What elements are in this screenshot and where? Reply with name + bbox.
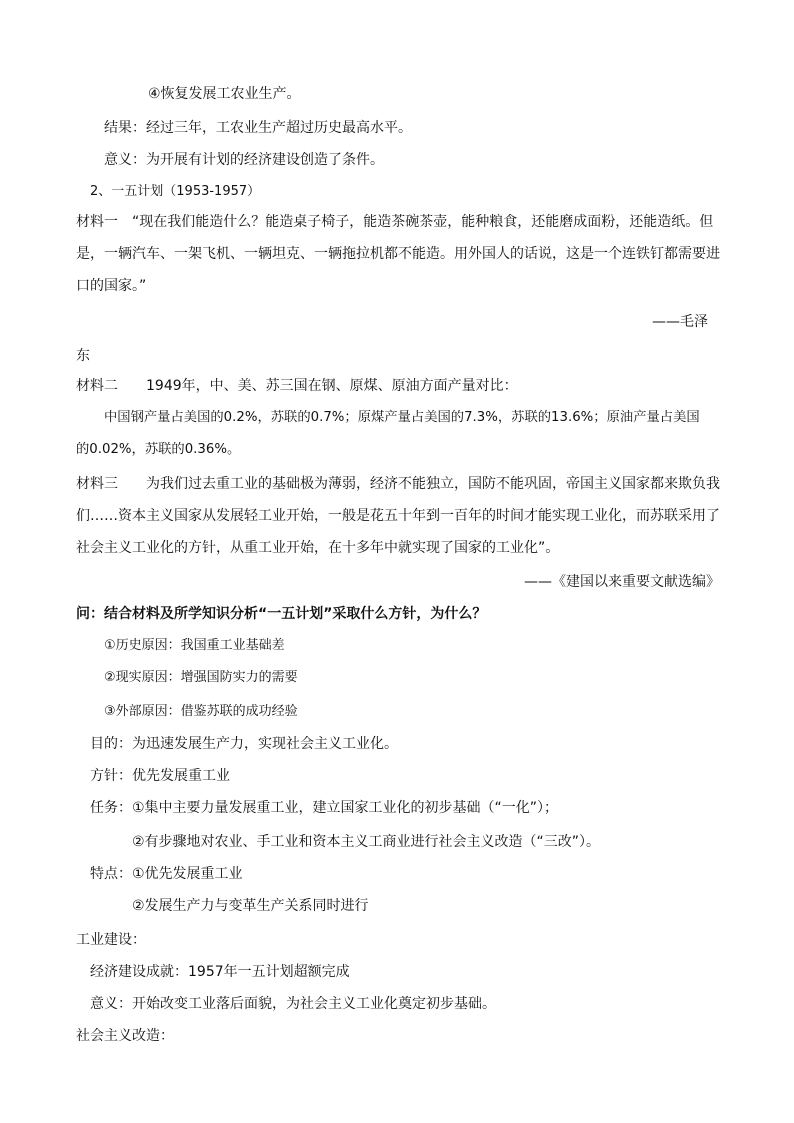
text-line: 社会主义工业化的方针，从重工业开始，在十多年中就实现了国家的工业化”。 [76, 540, 560, 556]
text-line: 任务：①集中主要力量发展重工业，建立国家工业化的初步基础（“一化”）； [90, 800, 559, 816]
text-line: ④恢复发展工农业生产。 [148, 86, 301, 102]
text-line: 中国钢产量占美国的0.2%，苏联的0.7%；原煤产量占美国的7.3%，苏联的13.6%；原油产量占美国 [104, 410, 700, 425]
text-line: 社会主义改造： [76, 1028, 174, 1044]
text-line: 意义：为开展有计划的经济建设创造了条件。 [104, 152, 384, 168]
text-line: 工业建设： [76, 932, 146, 948]
attribution: ——毛泽 [652, 314, 708, 330]
text-line: 经济建设成就：1957年一五计划超额完成 [90, 964, 350, 980]
attribution: 东 [76, 348, 90, 364]
list-item: ③外部原因：借鉴苏联的成功经验 [104, 704, 298, 719]
text-line: 意义：开始改变工业落后面貌，为社会主义工业化奠定初步基础。 [90, 996, 496, 1012]
text-line: 结果：经过三年，工农业生产超过历史最高水平。 [104, 120, 412, 136]
text-line: 材料三 为我们过去重工业的基础极为薄弱，经济不能独立，国防不能巩固，帝国主义国家都来欺负我 [76, 476, 720, 492]
text-line: ②有步骤地对农业、手工业和资本主义工商业进行社会主义改造（“三改”）。 [132, 834, 601, 850]
text-line: 口的国家。” [76, 278, 147, 294]
question: 问：结合材料及所学知识分析“一五计划”采取什么方针，为什么？ [76, 606, 487, 622]
text-line: 方针：优先发展重工业 [90, 768, 230, 784]
text-line: 特点：①优先发展重工业 [90, 866, 243, 882]
section-heading: 2、一五计划（1953-1957） [90, 184, 261, 199]
text-line: 的0.02%，苏联的0.36%。 [76, 442, 241, 457]
attribution: ——《建国以来重要文献选编》 [524, 574, 720, 590]
text-line: 材料二 1949年，中、美、苏三国在钢、原煤、原油方面产量对比： [76, 378, 518, 394]
text-line: 材料一 “现在我们能造什么？能造桌子椅子，能造茶碗茶壶，能种粮食，还能磨成面粉，还能造纸。但 [76, 214, 714, 230]
text-line: 是，一辆汽车、一架飞机、一辆坦克、一辆拖拉机都不能造。用外国人的话说，这是一个连铁钉都需要进 [76, 246, 720, 262]
list-item: ②现实原因：增强国防实力的需要 [104, 670, 298, 685]
text-line: 目的：为迅速发展生产力，实现社会主义工业化。 [90, 736, 398, 752]
list-item: ①历史原因：我国重工业基础差 [104, 638, 285, 653]
text-line: 们……资本主义国家从发展轻工业开始，一般是花五十年到一百年的时间才能实现工业化，而苏联采用了 [76, 508, 720, 524]
text-line: ②发展生产力与变革生产关系同时进行 [132, 898, 369, 914]
